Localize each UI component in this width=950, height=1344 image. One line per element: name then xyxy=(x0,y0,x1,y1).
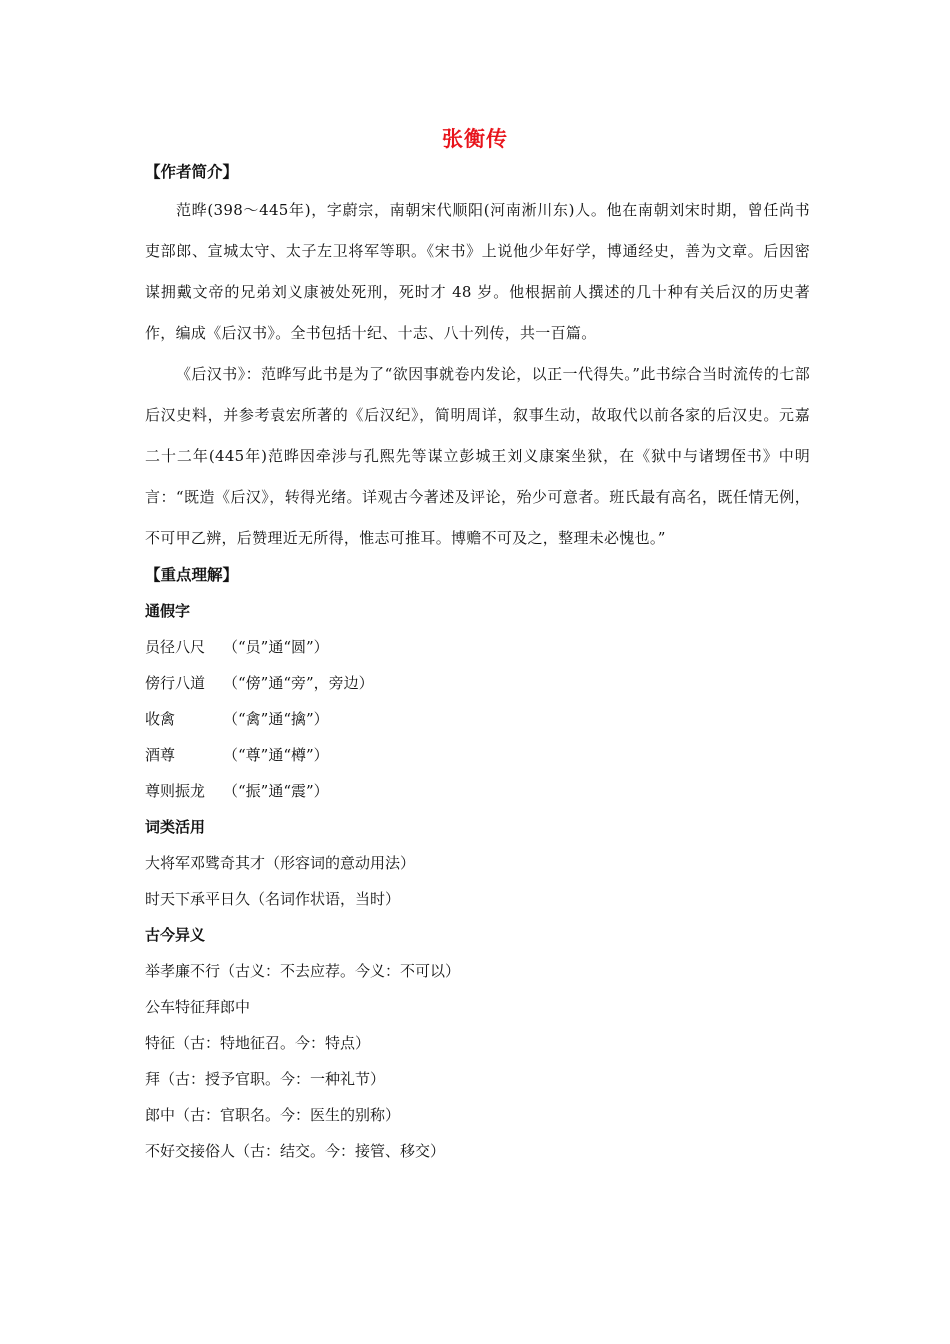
tongjia-item xyxy=(145,665,810,701)
tongjia-item xyxy=(145,773,810,809)
gujin-item: 特征（古：特地征召。今：特点） xyxy=(145,1034,371,1052)
houhanshu-paragraph: 《后汉书》：范晔写此书是为了“欲因事就卷内发论，以正一代得失。”此书综合当时流传的七部后汉史料，并参考袁宏所著的《后汉纪》，简明周详，叙事生动，故取代以前各家的后汉史。元嘉二十二年(445年)范晔因牵涉与孔熙先等谋立彭城王刘义康案坐狱，在《狱中与诸甥侄书》中明言：“既造《后汉》，转得光绪。详观古今著述及评论，殆少可意者。班氏最有高名，既任情无例，不可甲乙辨，后赞理近无所得，惟志可推耳。博赡不可及之，整理未必愧也。” xyxy=(145,365,810,547)
tongjia-note: （“振”通“震”） xyxy=(223,782,329,800)
tongjia-note: （“禽”通“擒”） xyxy=(223,710,329,728)
tongjia-term: 酒尊 xyxy=(145,746,176,764)
cilei-item: 时天下承平日久（名词作状语，当时） xyxy=(145,890,401,908)
cilei-item: 大将军邓骘奇其才（形容词的意动用法） xyxy=(145,854,416,872)
author-intro-heading: 【作者简介】 xyxy=(145,163,239,181)
gujin-item: 不好交接俗人（古：结交。今：接管、移交） xyxy=(145,1142,446,1160)
tongjia-item xyxy=(145,701,810,737)
tongjia-term: 员径八尺 xyxy=(145,638,206,656)
tongjia-heading: 通假字 xyxy=(145,602,191,620)
tongjia-term: 收禽 xyxy=(145,710,176,728)
tongjia-item xyxy=(145,629,810,665)
gujin-item: 公车特征拜郎中 xyxy=(145,998,251,1016)
tongjia-note: （“员”通“圆”） xyxy=(223,638,329,656)
cilei-heading: 词类活用 xyxy=(145,818,206,836)
tongjia-term: 傍行八道 xyxy=(145,674,206,692)
gujin-item: 郎中（古：官职名。今：医生的别称） xyxy=(145,1106,401,1124)
document-body xyxy=(145,160,810,1169)
document-title: 张衡传 xyxy=(442,127,508,151)
gujin-heading: 古今异义 xyxy=(145,926,206,944)
tongjia-item xyxy=(145,737,810,773)
author-intro-paragraph: 范晔(398～445年)，字蔚宗，南朝宋代顺阳(河南淅川东)人。他在南朝刘宋时期，曾任尚书吏部郎、宣城太守、太子左卫将军等职。《宋书》上说他少年好学，博通经史，善为文章。后因密谋拥戴文帝的兄弟刘义康被处死刑，死时才 48 岁。他根据前人撰述的几十种有关后汉的历史著作，编成《后汉书》。全书包括十纪、十志、八十列传，共一百篇。 xyxy=(145,201,810,342)
tongjia-note: （“尊”通“樽”） xyxy=(223,746,329,764)
gujin-item: 举孝廉不行（古义：不去应荐。今义：不可以） xyxy=(145,962,461,980)
tongjia-term: 尊则振龙 xyxy=(145,782,206,800)
tongjia-note: （“傍”通“旁”，旁边） xyxy=(223,674,374,692)
key-points-heading: 【重点理解】 xyxy=(145,566,239,584)
gujin-item: 拜（古：授予官职。今：一种礼节） xyxy=(145,1070,386,1088)
